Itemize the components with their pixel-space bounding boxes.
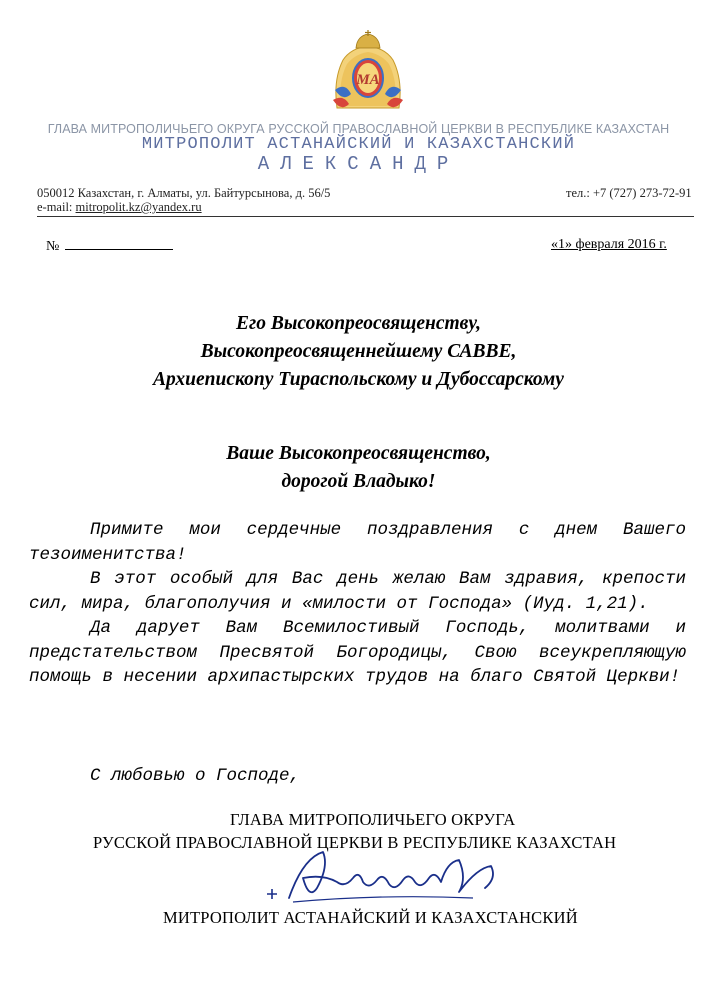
paragraph-continuation: сил, мира, благополучия и «милости от Господа» (Иуд. 1,21).	[29, 593, 649, 614]
email-label: e-mail:	[37, 200, 76, 214]
phone-number: тел.: +7 (727) 273-72-91	[566, 186, 692, 200]
letter-date: «1» февраля 2016 г.	[551, 237, 667, 252]
addressee-line: Его Высокопреосвященству,	[236, 313, 481, 334]
closing-phrase: С любовью о Господе,	[90, 766, 301, 786]
addressee-line: Высокопреосвященнейшему САВВЕ,	[200, 341, 517, 362]
handwritten-signature	[263, 848, 508, 910]
paragraph-continuation: предстательством Пресвятой Богородицы, Свою всеукрепляющую помощь в несении архипастырских трудов на благо Святой Церкви!	[29, 642, 686, 687]
addressee-block	[0, 310, 717, 394]
signatory-title-line: МИТРОПОЛИТ АСТАНАЙСКИЙ И КАЗАХСТАНСКИЙ	[163, 908, 578, 927]
paragraph-first-line: Примите мои сердечные поздравления с днем Вашего	[90, 520, 686, 540]
letter-body	[29, 518, 686, 690]
letterhead-rank-line: МИТРОПОЛИТ АСТАНАЙСКИЙ И КАЗАХСТАНСКИЙ	[141, 135, 576, 154]
signatory-title-line: РУССКОЙ ПРАВОСЛАВНОЙ ЦЕРКВИ В РЕСПУБЛИКЕ КАЗАХСТАН	[93, 833, 617, 852]
number-label: №	[46, 239, 60, 254]
paragraph-first-line: Да дарует Вам Всемилостивый Господь, молитвами и	[90, 618, 686, 638]
reference-number	[46, 237, 173, 255]
paragraph-continuation: тезоименитства!	[29, 544, 187, 565]
svg-text:МА: МА	[356, 72, 380, 88]
email-line	[37, 200, 202, 215]
church-crest-emblem-icon	[329, 30, 407, 114]
email-link[interactable]: mitropolit.kz@yandex.ru	[75, 200, 202, 214]
addressee-line: Архиепископу Тираспольскому и Дубоссарскому	[153, 369, 564, 390]
letterhead-name-line: АЛЕКСАНДР	[257, 153, 460, 175]
salutation-block	[0, 440, 717, 496]
salutation-line: дорогой Владыко!	[281, 471, 436, 492]
letterhead-divider	[37, 216, 694, 217]
number-blank-line	[65, 237, 173, 250]
salutation-line: Ваше Высокопреосвященство,	[226, 443, 491, 464]
signatory-title-line: ГЛАВА МИТРОПОЛИЧЬЕГО ОКРУГА	[230, 810, 516, 829]
letterhead-title-line: ГЛАВА МИТРОПОЛИЧЬЕГО ОКРУГА РУССКОЙ ПРАВОСЛАВНОЙ ЦЕРКВИ В РЕСПУБЛИКЕ КАЗАХСТАН	[47, 122, 670, 136]
postal-address: 050012 Казахстан, г. Алматы, ул. Байтурсынова, д. 56/5	[37, 186, 331, 200]
paragraph-first-line: В этот особый для Вас день желаю Вам здравия, крепости	[90, 569, 686, 589]
